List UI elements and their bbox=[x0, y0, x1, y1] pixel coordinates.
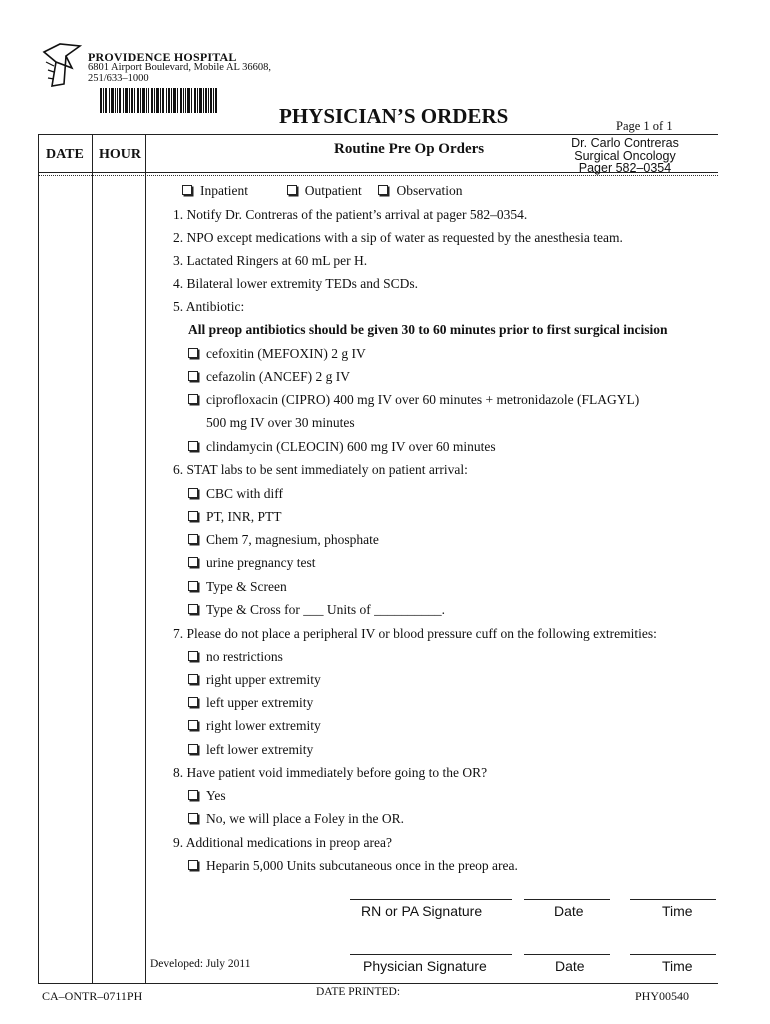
chem7-checkbox[interactable] bbox=[188, 534, 198, 544]
right-lower-checkbox[interactable] bbox=[188, 720, 198, 730]
patient-type-row bbox=[182, 183, 462, 199]
physician-department: Surgical Oncology bbox=[574, 148, 676, 163]
table-top-border bbox=[38, 134, 718, 135]
hospital-address: 6801 Airport Boulevard, Mobile AL 36608, bbox=[88, 62, 272, 73]
antibiotic-option bbox=[188, 369, 350, 385]
page-title: PHYSICIAN’S ORDERS bbox=[279, 104, 509, 128]
form-code: CA–ONTR–0711PH bbox=[42, 989, 143, 1003]
physician-date-line[interactable] bbox=[524, 954, 610, 955]
cefazolin-checkbox[interactable] bbox=[188, 371, 198, 381]
no-restrictions-label: no restrictions bbox=[206, 649, 283, 664]
rn-time-label: Time bbox=[662, 903, 693, 919]
cefoxitin-label: cefoxitin (MEFOXIN) 2 g IV bbox=[206, 346, 366, 361]
antibiotic-timing-note: All preop antibiotics should be given 30 to 60 minutes prior to first surgical incision bbox=[188, 322, 668, 337]
date-column-header: DATE bbox=[46, 147, 84, 162]
lab-option bbox=[188, 602, 445, 618]
cipro-flagyl-checkbox[interactable] bbox=[188, 394, 198, 404]
heparin-checkbox[interactable] bbox=[188, 860, 198, 870]
cefoxitin-checkbox[interactable] bbox=[188, 348, 198, 358]
rn-date-line[interactable] bbox=[524, 899, 610, 900]
order-1: 1. Notify Dr. Contreras of the patient’s arrival at pager 582–0354. bbox=[173, 207, 528, 222]
observation-checkbox[interactable] bbox=[378, 185, 388, 195]
extremity-option bbox=[188, 695, 313, 711]
developed-date: Developed: July 2011 bbox=[150, 958, 251, 970]
order-9: 9. Additional medications in preop area? bbox=[173, 835, 392, 850]
type-cross-label: Type & Cross for ___ Units of __________. bbox=[206, 602, 446, 617]
chem7-label: Chem 7, magnesium, phosphate bbox=[206, 532, 379, 547]
type-screen-label: Type & Screen bbox=[206, 579, 287, 594]
order-5: 5. Antibiotic: bbox=[173, 299, 245, 314]
left-lower-label: left lower extremity bbox=[206, 742, 314, 757]
date-column-divider bbox=[92, 134, 93, 983]
hour-column-divider bbox=[145, 134, 146, 983]
order-set-title: Routine Pre Op Orders bbox=[334, 141, 485, 157]
lab-option bbox=[188, 532, 379, 548]
left-border bbox=[38, 134, 39, 983]
barcode bbox=[100, 88, 217, 113]
void-option bbox=[188, 811, 404, 827]
lab-option bbox=[188, 555, 315, 571]
heparin-label: Heparin 5,000 Units subcutaneous once in the preop area. bbox=[206, 858, 518, 873]
antibiotic-option bbox=[188, 392, 639, 408]
pt-inr-ptt-checkbox[interactable] bbox=[188, 511, 198, 521]
hour-column-header: HOUR bbox=[99, 147, 141, 162]
right-upper-label: right upper extremity bbox=[206, 672, 321, 687]
void-yes-checkbox[interactable] bbox=[188, 790, 198, 800]
lab-option bbox=[188, 579, 287, 595]
page-number: Page 1 of 1 bbox=[616, 119, 673, 133]
rn-signature-label: RN or PA Signature bbox=[361, 903, 483, 919]
hospital-phone: 251/633–1000 bbox=[88, 73, 149, 84]
hospital-logo bbox=[42, 42, 82, 88]
no-restrictions-checkbox[interactable] bbox=[188, 651, 198, 661]
cefazolin-label: cefazolin (ANCEF) 2 g IV bbox=[206, 369, 350, 384]
extremity-option bbox=[188, 672, 321, 688]
header-dotted-rule bbox=[38, 175, 718, 176]
antibiotic-option bbox=[188, 439, 496, 455]
extremity-option bbox=[188, 742, 313, 758]
right-upper-checkbox[interactable] bbox=[188, 674, 198, 684]
observation-label: Observation bbox=[396, 183, 463, 198]
form-number: PHY00540 bbox=[635, 989, 690, 1003]
pt-inr-ptt-label: PT, INR, PTT bbox=[206, 509, 282, 524]
order-3: 3. Lactated Ringers at 60 mL per H. bbox=[173, 253, 368, 268]
physician-time-line[interactable] bbox=[630, 954, 716, 955]
left-lower-checkbox[interactable] bbox=[188, 744, 198, 754]
date-printed: DATE PRINTED: bbox=[316, 986, 401, 998]
table-bottom-border bbox=[38, 983, 718, 984]
cbc-label: CBC with diff bbox=[206, 486, 284, 501]
void-yes-label: Yes bbox=[206, 788, 226, 803]
order-8: 8. Have patient void immediately before going to the OR? bbox=[173, 765, 488, 780]
order-6: 6. STAT labs to be sent immediately on patient arrival: bbox=[173, 462, 468, 477]
type-cross-checkbox[interactable] bbox=[188, 604, 198, 614]
outpatient-checkbox[interactable] bbox=[287, 185, 297, 195]
physician-name: Dr. Carlo Contreras bbox=[571, 136, 679, 150]
clindamycin-label: clindamycin (CLEOCIN) 600 mg IV over 60 minutes bbox=[206, 439, 496, 454]
cipro-flagyl-label: ciprofloxacin (CIPRO) 400 mg IV over 60 minutes + metronidazole (FLAGYL) bbox=[206, 392, 640, 407]
physician-pager: Pager 582–0354 bbox=[578, 161, 672, 175]
outpatient-label: Outpatient bbox=[304, 183, 362, 198]
physician-block bbox=[560, 137, 690, 175]
preop-med-option bbox=[188, 858, 518, 874]
left-upper-checkbox[interactable] bbox=[188, 697, 198, 707]
order-7: 7. Please do not place a peripheral IV or blood pressure cuff on the following extremities: bbox=[173, 626, 657, 641]
void-no-label: No, we will place a Foley in the OR. bbox=[206, 811, 404, 826]
lab-option bbox=[188, 509, 282, 525]
cbc-checkbox[interactable] bbox=[188, 488, 198, 498]
void-option bbox=[188, 788, 226, 804]
rn-signature-line[interactable] bbox=[350, 899, 512, 900]
extremity-option bbox=[188, 649, 283, 665]
order-4: 4. Bilateral lower extremity TEDs and SCDs. bbox=[173, 276, 418, 291]
pregnancy-test-checkbox[interactable] bbox=[188, 557, 198, 567]
left-upper-label: left upper extremity bbox=[206, 695, 314, 710]
physician-signature-label: Physician Signature bbox=[363, 958, 487, 974]
order-2: 2. NPO except medications with a sip of water as requested by the anesthesia team. bbox=[173, 230, 623, 245]
physician-signature-line[interactable] bbox=[350, 954, 512, 955]
cipro-flagyl-continued: 500 mg IV over 30 minutes bbox=[206, 415, 355, 430]
hospital-name: PROVIDENCE HOSPITAL bbox=[88, 50, 237, 64]
type-screen-checkbox[interactable] bbox=[188, 581, 198, 591]
rn-date-label: Date bbox=[554, 903, 584, 919]
lab-option bbox=[188, 486, 283, 502]
clindamycin-checkbox[interactable] bbox=[188, 441, 198, 451]
rn-time-line[interactable] bbox=[630, 899, 716, 900]
extremity-option bbox=[188, 718, 321, 734]
void-no-checkbox[interactable] bbox=[188, 813, 198, 823]
physician-date-label: Date bbox=[555, 958, 585, 974]
physician-time-label: Time bbox=[662, 958, 693, 974]
antibiotic-option bbox=[188, 346, 366, 362]
right-lower-label: right lower extremity bbox=[206, 718, 321, 733]
inpatient-label: Inpatient bbox=[200, 183, 248, 198]
pregnancy-test-label: urine pregnancy test bbox=[206, 555, 316, 570]
inpatient-checkbox[interactable] bbox=[182, 185, 192, 195]
